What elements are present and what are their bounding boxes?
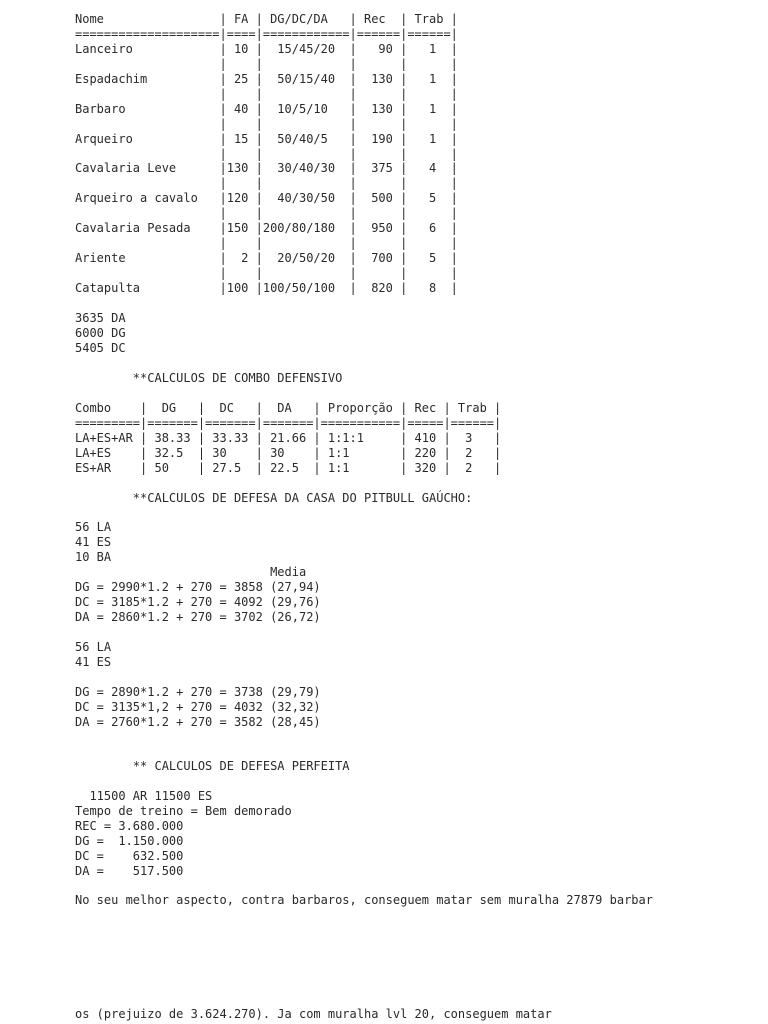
units-table-row: | | | | | (75, 266, 458, 280)
pitbull-calc-line: DC = 3185*1.2 + 270 = 4092 (29,76) (75, 595, 321, 609)
combo-heading: **CALCULOS DE COMBO DEFENSIVO (75, 371, 343, 385)
perfect-line: DC = 632.500 (75, 849, 184, 863)
pitbull-unit-line: 56 LA (75, 520, 112, 534)
media-label: Media (75, 565, 307, 579)
units-table-row: | | | | | (75, 57, 458, 71)
perfect-line: DA = 517.500 (75, 864, 184, 878)
pitbull-calc-line: DA = 2860*1.2 + 270 = 3702 (26,72) (75, 610, 321, 624)
pitbull-calc-line: DC = 3135*1,2 + 270 = 4032 (32,32) (75, 700, 321, 714)
units-table-row: Ariente | 2 | 20/50/20 | 700 | 5 | (75, 251, 458, 265)
perfect-line: 11500 AR 11500 ES (75, 789, 213, 803)
units-table-row: | | | | | (75, 87, 458, 101)
units-table-row: | | | | | (75, 147, 458, 161)
units-table-row: | | | | | (75, 206, 458, 220)
pitbull-unit-line: 56 LA (75, 640, 112, 654)
pitbull-unit-line: 41 ES (75, 655, 112, 669)
perfect-line: DG = 1.150.000 (75, 834, 184, 848)
units-table-row: Cavalaria Pesada |150 |200/80/180 | 950 | 6 | (75, 221, 458, 235)
units-table-row: | | | | | (75, 176, 458, 190)
pitbull-unit-line: 10 BA (75, 550, 112, 564)
pitbull-calc-line: DA = 2760*1.2 + 270 = 3582 (28,45) (75, 715, 321, 729)
closing-text-line: os (prejuizo de 3.624.270). Ja com muralha lvl 20, conseguem matar (75, 1007, 552, 1021)
combo-table-header: Combo | DG | DC | DA | Proporção | Rec | Trab | (75, 401, 502, 415)
units-table-row: Barbaro | 40 | 10/5/10 | 130 | 1 | (75, 102, 458, 116)
units-table-row: Arqueiro a cavalo |120 | 40/30/50 | 500 | 5 | (75, 191, 458, 205)
units-table-row: Cavalaria Leve |130 | 30/40/30 | 375 | 4 | (75, 161, 458, 175)
combo-table-separator: =========|=======|=======|=======|===========|=====|======| (75, 416, 502, 430)
units-table-row: Catapulta |100 |100/50/100 | 820 | 8 | (75, 281, 458, 295)
units-table-row: | | | | | (75, 117, 458, 131)
units-table-row: | | | | | (75, 236, 458, 250)
pitbull-calc-line: DG = 2990*1.2 + 270 = 3858 (27,94) (75, 580, 321, 594)
perfect-line: Tempo de treino = Bem demorado (75, 804, 292, 818)
total-line: 3635 DA (75, 311, 126, 325)
combo-table-row: LA+ES+AR | 38.33 | 33.33 | 21.66 | 1:1:1 | 410 | 3 | (75, 431, 502, 445)
total-line: 6000 DG (75, 326, 126, 340)
units-table-separator: ====================|====|============|======|======| (75, 27, 458, 41)
combo-table-row: LA+ES | 32.5 | 30 | 30 | 1:1 | 220 | 2 | (75, 446, 502, 460)
perfect-heading: ** CALCULOS DE DEFESA PERFEITA (75, 759, 350, 773)
units-table-row: Arqueiro | 15 | 50/40/5 | 190 | 1 | (75, 132, 458, 146)
combo-table-row: ES+AR | 50 | 27.5 | 22.5 | 1:1 | 320 | 2 | (75, 461, 502, 475)
pitbull-unit-line: 41 ES (75, 535, 112, 549)
pitbull-heading: **CALCULOS DE DEFESA DA CASA DO PITBULL GAÚCHO: (75, 491, 473, 505)
units-table-header: Nome | FA | DG/DC/DA | Rec | Trab | (75, 12, 458, 26)
total-line: 5405 DC (75, 341, 126, 355)
pitbull-calc-line: DG = 2890*1.2 + 270 = 3738 (29,79) (75, 685, 321, 699)
units-table-row: Espadachim | 25 | 50/15/40 | 130 | 1 | (75, 72, 458, 86)
closing-text-line: No seu melhor aspecto, contra barbaros, conseguem matar sem muralha 27879 barbar (75, 893, 653, 907)
perfect-line: REC = 3.680.000 (75, 819, 184, 833)
units-table-row: Lanceiro | 10 | 15/45/20 | 90 | 1 | (75, 42, 458, 56)
